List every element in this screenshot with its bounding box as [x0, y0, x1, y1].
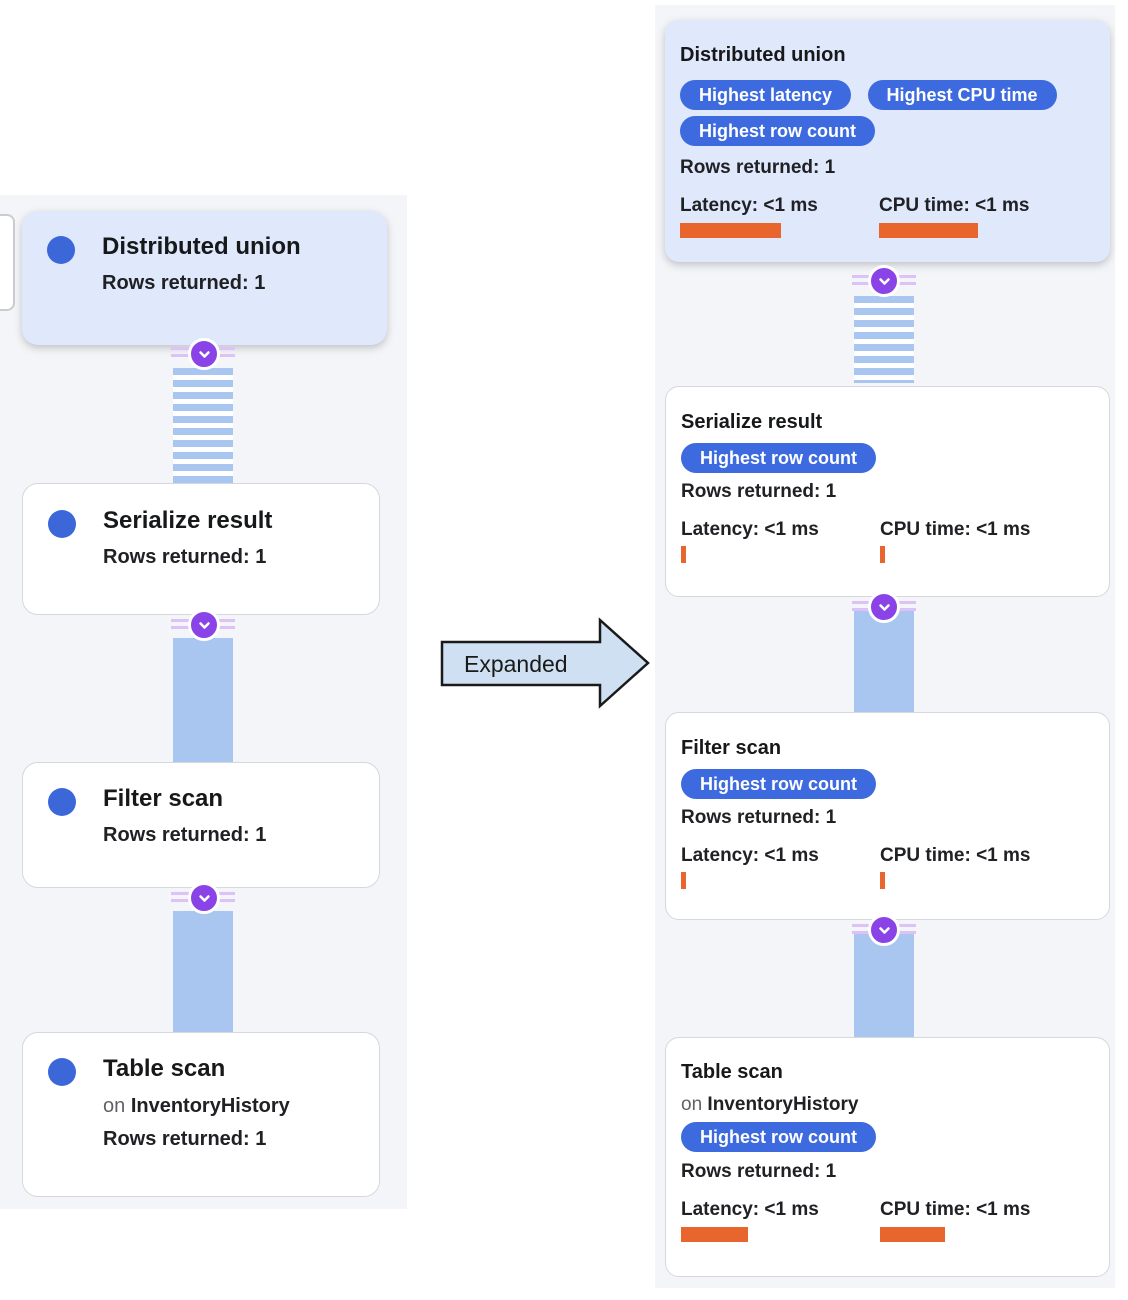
on-prefix: on — [681, 1094, 703, 1115]
badge-row — [681, 443, 1093, 479]
node-title: Distributed union — [102, 233, 301, 260]
node-dot-icon — [48, 788, 76, 816]
cpu-time-label: CPU time: <1 ms — [880, 1199, 1031, 1220]
chevron-down-icon[interactable] — [188, 338, 220, 370]
chevron-down-icon[interactable] — [868, 265, 900, 297]
latency-label: Latency: <1 ms — [681, 1199, 819, 1220]
node-rows-returned: Rows returned: 1 — [102, 272, 266, 294]
node-rows-returned: Rows returned: 1 — [680, 157, 836, 178]
badge-highest-row-count: Highest row count — [680, 116, 875, 146]
latency-bar — [681, 546, 686, 563]
expanded-annotation-arrow — [440, 615, 652, 715]
node-dot-icon — [48, 1058, 76, 1086]
latency-label: Latency: <1 ms — [680, 195, 818, 216]
cpu-time-bar — [880, 546, 885, 563]
badge-highest-latency: Highest latency — [680, 80, 851, 110]
arrow-label: Expanded — [464, 651, 568, 677]
node-rows-returned: Rows returned: 1 — [681, 1161, 837, 1182]
plan-edge — [173, 638, 233, 762]
clipped-card-edge — [0, 214, 15, 311]
chevron-down-icon[interactable] — [188, 882, 220, 914]
node-title: Serialize result — [681, 411, 823, 433]
badge-row — [680, 80, 1094, 152]
plan-edge — [854, 610, 914, 712]
badge-highest-row-count: Highest row count — [681, 1122, 876, 1152]
node-dot-icon — [47, 236, 75, 264]
cpu-time-label: CPU time: <1 ms — [880, 845, 1031, 866]
plan-edge — [854, 933, 914, 1037]
plan-node-serialize-result[interactable] — [22, 483, 380, 615]
node-title: Table scan — [103, 1055, 226, 1082]
plan-node-table-scan-expanded[interactable] — [665, 1037, 1110, 1277]
table-name: InventoryHistory — [130, 1095, 290, 1117]
on-prefix: on — [103, 1095, 126, 1117]
plan-node-filter-scan[interactable] — [22, 762, 380, 888]
plan-node-distributed-union[interactable] — [22, 211, 387, 345]
node-rows-returned: Rows returned: 1 — [103, 546, 267, 568]
node-title: Serialize result — [103, 507, 273, 534]
node-rows-returned: Rows returned: 1 — [681, 481, 837, 502]
node-title: Filter scan — [103, 785, 224, 812]
latency-bar — [680, 223, 781, 238]
cpu-time-label: CPU time: <1 ms — [879, 195, 1030, 216]
latency-label: Latency: <1 ms — [681, 845, 819, 866]
plan-node-distributed-union-expanded[interactable] — [665, 20, 1110, 262]
node-table-ref — [103, 1093, 290, 1119]
latency-label: Latency: <1 ms — [681, 519, 819, 540]
plan-edge — [173, 911, 233, 1032]
node-title: Filter scan — [681, 737, 782, 759]
node-rows-returned: Rows returned: 1 — [681, 807, 837, 828]
node-title: Distributed union — [680, 44, 846, 66]
node-dot-icon — [48, 510, 76, 538]
cpu-time-label: CPU time: <1 ms — [880, 519, 1031, 540]
cpu-time-bar — [880, 872, 885, 889]
plan-node-serialize-result-expanded[interactable] — [665, 386, 1110, 597]
node-title: Table scan — [681, 1061, 783, 1083]
badge-highest-row-count: Highest row count — [681, 443, 876, 473]
latency-bar — [681, 1227, 748, 1242]
plan-node-table-scan[interactable] — [22, 1032, 380, 1197]
latency-bar — [681, 872, 686, 889]
badge-highest-row-count: Highest row count — [681, 769, 876, 799]
cpu-time-bar — [879, 223, 978, 238]
chevron-down-icon[interactable] — [868, 914, 900, 946]
node-rows-returned: Rows returned: 1 — [103, 1128, 267, 1150]
plan-edge-striped — [854, 296, 914, 383]
node-rows-returned: Rows returned: 1 — [103, 824, 267, 846]
plan-edge-striped — [173, 368, 233, 483]
badge-row — [681, 769, 1093, 805]
node-table-ref — [681, 1092, 1093, 1117]
table-name: InventoryHistory — [707, 1094, 859, 1115]
plan-node-filter-scan-expanded[interactable] — [665, 712, 1110, 920]
badge-row — [681, 1122, 1093, 1158]
badge-highest-cpu-time: Highest CPU time — [868, 80, 1057, 110]
cpu-time-bar — [880, 1227, 945, 1242]
chevron-down-icon[interactable] — [868, 591, 900, 623]
chevron-down-icon[interactable] — [188, 609, 220, 641]
